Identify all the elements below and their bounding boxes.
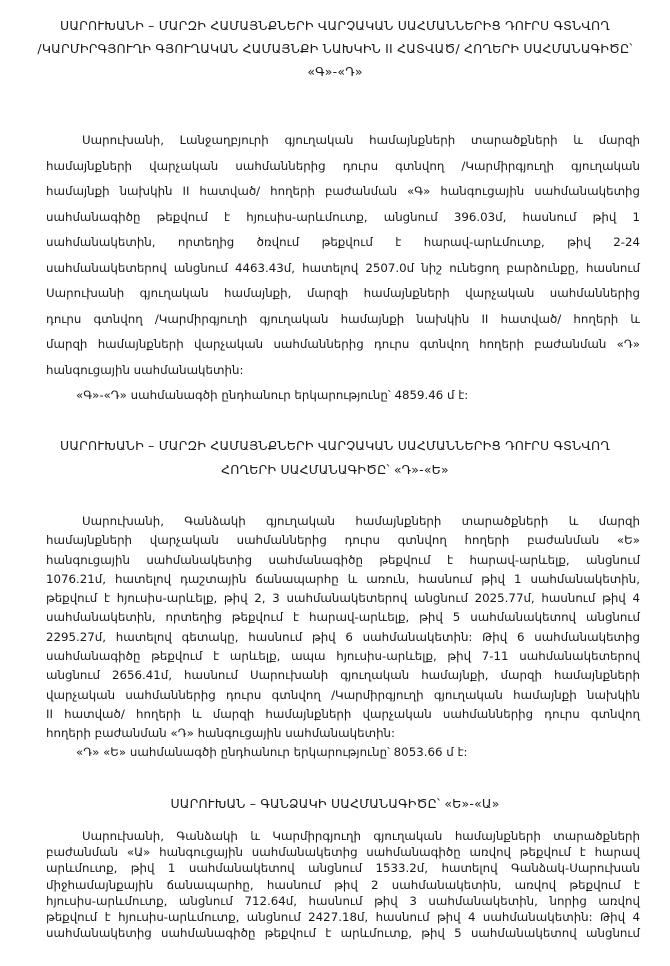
paragraph-line: արևմուտք, թիվ 1 սահմանակետով անցնում 1533.2մ, հատելով Գանձակ-Սարուխան: [46, 861, 640, 876]
section-heading: [30, 434, 640, 482]
paragraph-line: Սարուխանի, Գանձակի և Կարմիրգյուղի գյուղական համայնքների տարածքների: [82, 829, 640, 843]
heading-line: ՀՈՂԵՐԻ ՍԱՀՄԱՆԱԳԻԾԸ՝ «Դ»-«Ե»: [221, 462, 449, 477]
heading-line: ՍԱՐՈՒԽԱՆԻ – ՄԱՐԶԻ ՀԱՄԱՅՆՔՆԵՐԻ ՎԱՐՉԱԿԱՆ ՍԱՀՄԱՆՆԵՐԻՑ ԴՈՒՐՍ ԳՏՆՎՈՂ: [60, 438, 610, 453]
paragraph-line: բաժանման «Ա» հանգուցային սահմանակետից սահմանագիծը առվով թեքվում է հարավ: [46, 845, 640, 860]
boundary-total-length: «Գ»-«Դ» սահմանագծի ընդհանուր երկարությունը՝ 4859.46 մ է:: [76, 388, 469, 402]
paragraph-line: 2295.27մ, հատելով գետակը, հասնում թիվ 6 սահմանակետին: Թիվ 6 սահմանակետից: [46, 629, 640, 644]
paragraph-line: Սարուխանի գյուղական համայնքի, մարզի համայնքների վարչական սահմաններից: [46, 286, 640, 300]
paragraph-line: սահմանագիծը թեքվում է հյուսիս-արևմուտք, անցնում 396.03մ, հասնում թիվ 1: [46, 209, 640, 224]
paragraph-line: սահմանակետին, որտեղից ծռվում թեքվում է հարավ-արևմուտք, թիվ 2-24: [46, 235, 640, 249]
section-paragraph: [46, 128, 640, 383]
paragraph-line: հյուսիս-արևմուտք, անցնում 712.64մ, հասնում թիվ 3 սահմանակետին, նորից առվով: [46, 893, 640, 908]
section-heading: [30, 14, 640, 83]
heading-line: ՍԱՐՈՒԽԱՆ – ԳԱՆՁԱԿԻ ՍԱՀՄԱՆԱԳԻԾԸ՝ «Ե»-«Ա»: [170, 796, 500, 811]
paragraph-line: համայնքի նախկին II հատված/ հողերի բաժանման «Գ» հանգուցային սահմանակետից: [46, 184, 640, 198]
section-heading: [30, 792, 640, 815]
paragraph-line: հողերի բաժանման «Դ» հանգուցային սահմանակետին:: [46, 726, 396, 741]
paragraph-line: միջհամայնքային ճանապարհը, հասնում թիվ 2 սահմանակետին, առվով թեքվում է: [46, 877, 640, 892]
section-paragraph: [46, 828, 640, 941]
paragraph-line: սահմանակետից սահմանագիծը թեքվում է արևմուտք, թիվ 5 սահմանակետով անցնում: [46, 926, 640, 941]
paragraph-line: II հատված/ հողերի և մարզի համայնքների վարչական սահմաններից դուրս գտնվող: [46, 706, 640, 721]
paragraph-line: թեքվում է հյուսիս-արևելք, թիվ 2, 3 սահմանակետերով անցնում 2025.77մ, հասնում թիվ 4: [46, 591, 640, 606]
paragraph-line: սահմանակետերով անցնում 4463.43մ, հատելով 2507.0մ նիշ ունեցող բարձունքը, հասնում: [46, 260, 640, 275]
paragraph-line: սահմանակետին, որտեղից թեքվում է հարավ-արևելք, թիվ 5 սահմանակետով անցնում: [46, 610, 640, 625]
paragraph-line: թեքվում է հյուսիս-արևմուտք, անցնում 2427.18մ, հասնում թիվ 4 սահմանակետին: Թիվ 4: [46, 910, 640, 925]
paragraph-line: համայնքների վարչական սահմաններից դուրս գտնվող /Կարմիրգյուղի գյուղական: [46, 158, 640, 173]
paragraph-line: համայնքների վարչական սահմաններից դուրս գտնվող հողերի բաժանման «Ե»: [46, 533, 640, 548]
heading-line: «Գ»-«Դ»: [307, 64, 363, 79]
paragraph-line: սահմանագիծը թեքվում է արևելք, ապա հյուսիս-արևելք, թիվ 7-11 սահմանակետերով: [46, 649, 640, 664]
paragraph-line: մարզի համայնքների վարչական սահմաններից դուրս գտնվող հողերի բաժանման «Դ»: [46, 337, 640, 351]
paragraph-line: վարչական սահմաններից դուրս գտնվող /Կարմիրգյուղի գյուղական համայնքի նախկին: [46, 687, 640, 702]
paragraph-line: 1076.21մ, հատելով դաշտային ճանապարհը և առուն, հասնում թիվ 1 սահմանակետին,: [46, 571, 640, 586]
paragraph-line: հանգուցային սահմանակետից սահմանագիծը թեքվում է հարավ-արևելք, անցնում: [46, 552, 640, 567]
paragraph-line: Սարուխանի, Գանձակի գյուղական համայնքների տարածքների և մարզի: [82, 514, 640, 528]
heading-line: ՍԱՐՈՒԽԱՆԻ – ՄԱՐԶԻ ՀԱՄԱՅՆՔՆԵՐԻ ՎԱՐՉԱԿԱՆ ՍԱՀՄԱՆՆԵՐԻՑ ԴՈՒՐՍ ԳՏՆՎՈՂ: [60, 18, 610, 33]
heading-line: /ԿԱՐՄԻՐԳՅՈՒՂԻ ԳՅՈՒՂԱԿԱՆ ՀԱՄԱՅՆՔԻ ՆԱԽԿԻՆ II ՀԱՏՎԱԾ/ ՀՈՂԵՐԻ ՍԱՀՄԱՆԱԳԻԾԸ՝: [37, 41, 633, 56]
paragraph-line: անցնում 2656.41մ, հասնում Սարուխանի գյուղական համայնքի, մարզի համայնքների: [46, 668, 640, 683]
paragraph-line: հանգուցային սահմանակետին:: [46, 362, 244, 377]
paragraph-line: Սարուխանի, Լանջաղբյուրի գյուղական համայնքների տարածքների և մարզի: [82, 133, 640, 147]
boundary-total-length: «Դ» «Ե» սահմանագծի ընդհանուր երկարությունը՝ 8053.66 մ է:: [76, 745, 468, 759]
section-paragraph: [46, 512, 640, 744]
paragraph-line: դուրս գտնվող /Կարմիրգյուղի գյուղական համայնքի նախկին II հատված/ հողերի և: [46, 311, 640, 326]
